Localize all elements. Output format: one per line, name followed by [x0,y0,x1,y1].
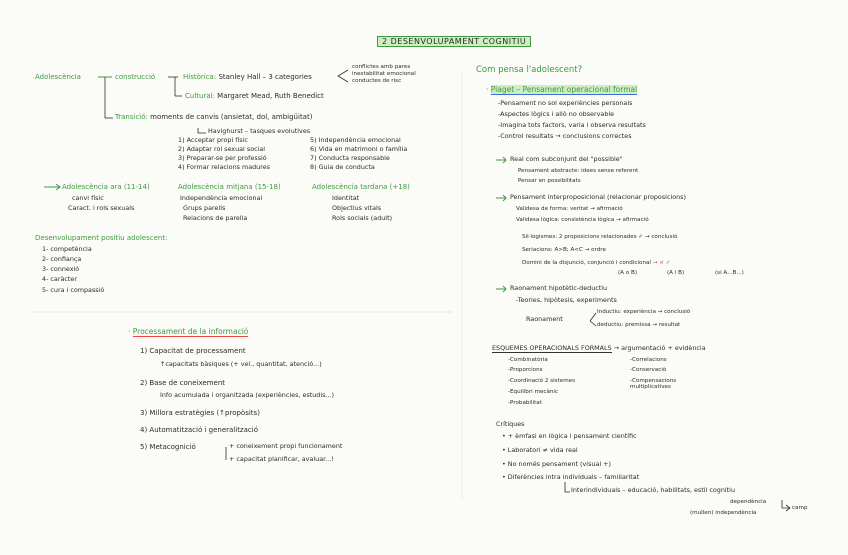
domini-ex-1: (A o B) [618,270,638,276]
teories: -Teories, hipòtesis, experiments [516,296,617,304]
construccio-label: construcció [115,73,156,81]
stage-2-item-3: Relacions de parella [183,214,248,222]
stage-1-title: Adolescència ara (11-14) [62,183,150,191]
interproposicional: Pensament interproposicional (relacionar proposicions) [510,193,687,201]
historica-label: Històrica: [183,73,217,81]
stage-1-item-2: Caract. i rols sexuals [68,204,135,212]
sillogismes: Sil·logismes: 2 proposicions relacionades ✓ → conclusió [522,234,678,240]
positiu-3: 3- connexió [42,265,80,273]
esquema-right-3: -Compensacions multiplicatives [630,378,677,391]
esquema-left-4: -Equilibri mecànic [508,389,559,395]
tasca-5: 5) Independència emocional [310,136,401,144]
piaget-point-2: -Aspectes lògics i allò no observable [498,110,615,118]
critica-3: • No només pensament (visual +) [502,460,612,468]
inductiu: Inductiu: experiència → conclusió [597,309,691,315]
esquema-right-2: -Conservació [630,367,667,373]
transicio-label: Transició: [115,113,148,121]
positiu-2: 2- confiança [42,255,82,263]
raonament-label: Raonament [526,315,563,323]
critica-4: • Diferències intra individuals – familiaritat [502,473,640,481]
page-title: 2 DESENVOLUPAMENT COGNITIU [377,36,531,47]
proc-1-detail: ↑capacitats bàsiques (+ vel., quantitat, atenció...) [160,360,322,368]
tasca-4: 4) Formar relacions madures [178,163,270,171]
interindividuals: Interindividuals – educació, habilitats, estil cognitiu [571,486,735,494]
piaget-title: · Piaget – Pensament operacional formal [486,85,638,94]
stage-2-title: Adolescència mitjana (15-18) [178,183,281,191]
real-item-2: Pensar en possibilitats [518,178,581,184]
positiu-5: 5- cura i compassió [42,286,105,294]
historica-text: Stanley Hall – 3 categories [218,73,312,81]
tasca-6: 6) Vida en matrimoni o família [310,145,408,153]
tasca-8: 8) Guia de conducta [310,163,375,171]
stage-2-item-2: Grups parells [183,204,226,212]
esquema-left-1: -Combinatòria [508,357,548,363]
proc-5: 5) Metacognició [140,443,196,451]
independencia: (mullen) independència [690,510,757,516]
critiques-title: Crítiques [496,420,525,428]
esquema-left-2: -Proporcions [508,367,543,373]
stage-3-item-2: Objectius vitals [332,204,382,212]
raonament-title: Raonament hipotètic-deductiu [510,284,608,292]
categoria-1: conflictes amb pares [352,64,411,70]
tasca-7: 7) Conducta responsable [310,154,390,162]
positiu-4: 4- caràcter [42,275,77,283]
tasca-2: 2) Adaptar rol sexual social [178,145,266,153]
cultural-row [185,92,324,100]
camp: camp [792,505,808,511]
critica-1: • + èmfasi en lògica i pensament científic [502,432,637,440]
piaget-point-3: -Imagina tots factors, varia i observa resultats [498,121,646,129]
seriacions: Seriacions: A>B; A<C → ordre [522,247,606,253]
domini-ex-3: (si A...B...) [715,270,744,276]
proc-5-detail-2: + capacitat planificar, avaluar...! [229,455,334,463]
stage-1-item-1: canvi físic [72,194,104,202]
real-item-1: Pensament abstracte: idees sense referent [518,168,639,174]
proc-2-detail: Info acumulada i organitzada (experiències, estudis...) [160,391,335,399]
proc-2: 2) Base de coneixement [140,379,226,387]
tasca-1: 1) Acceptar propi físic [178,136,248,144]
transicio-row [115,113,312,121]
esquemes-row: ESQUEMES OPERACIONALS FORMALS → argumentació + evidència [492,344,706,352]
esquema-left-5: -Probabilitat [508,400,542,406]
havighurst: Havighurst – tasques evolutives [208,127,311,135]
critica-2: • Laboratori ≠ vida real [502,446,578,454]
deductiu: deductiu: premissa → resultat [597,322,681,328]
proc-4: 4) Automatització i generalització [140,426,258,434]
validesa-logica: Validesa lògica: consistència lògica → afirmació [516,217,649,223]
piaget-point-1: -Pensament no sol experiències personals [498,99,633,107]
positiu-title: Desenvolupament positiu adolescent: [35,234,168,242]
proc-1: 1) Capacitat de processament [140,347,246,355]
cultural-text: Margaret Mead, Ruth Benedict [217,92,324,100]
stage-2-item-1: Independència emocional [180,194,263,202]
esquema-left-3: -Coordinació 2 sistemes [508,378,576,384]
proc-3: 3) Millora estratègies (↑propòsits) [140,409,260,417]
categoria-3: conductes de risc [352,78,402,84]
adolescencia-label: Adolescència [35,73,81,81]
domini-ex-2: (A i B) [667,270,685,276]
dependencia: dependència [730,499,767,505]
proc-5-detail-1: + coneixement propi funcionament [229,442,343,450]
validesa-formal: Validesa de forma: veritat → afirmació [516,206,623,212]
stage-3-item-3: Rols socials (adult) [332,214,393,222]
stage-3-title: Adolescència tardana (+18) [312,183,410,191]
esquema-right-1: -Correlacions [630,357,667,363]
cultural-label: Cultural: [185,92,215,100]
tasca-3: 3) Preparar-se per professió [178,154,267,162]
piaget-point-4: -Control resultats → conclusions correctes [498,132,632,140]
historica-row [183,73,312,81]
positiu-1: 1- competència [42,245,92,253]
categoria-2: inestabilitat emocional [352,71,416,77]
processament-title: · Processament de la informació [128,327,249,336]
question-title: Com pensa l'adolescent? [476,65,583,75]
stage-3-item-1: Identitat [332,194,360,202]
domini: Domini de la disjunció, conjunció i condicional → × ✓ [522,260,671,266]
transicio-text: moments de canvis (ansietat, dol, ambigüitat) [150,113,313,121]
real-subconjunt: Real com subconjunt del "possible" [510,155,623,163]
